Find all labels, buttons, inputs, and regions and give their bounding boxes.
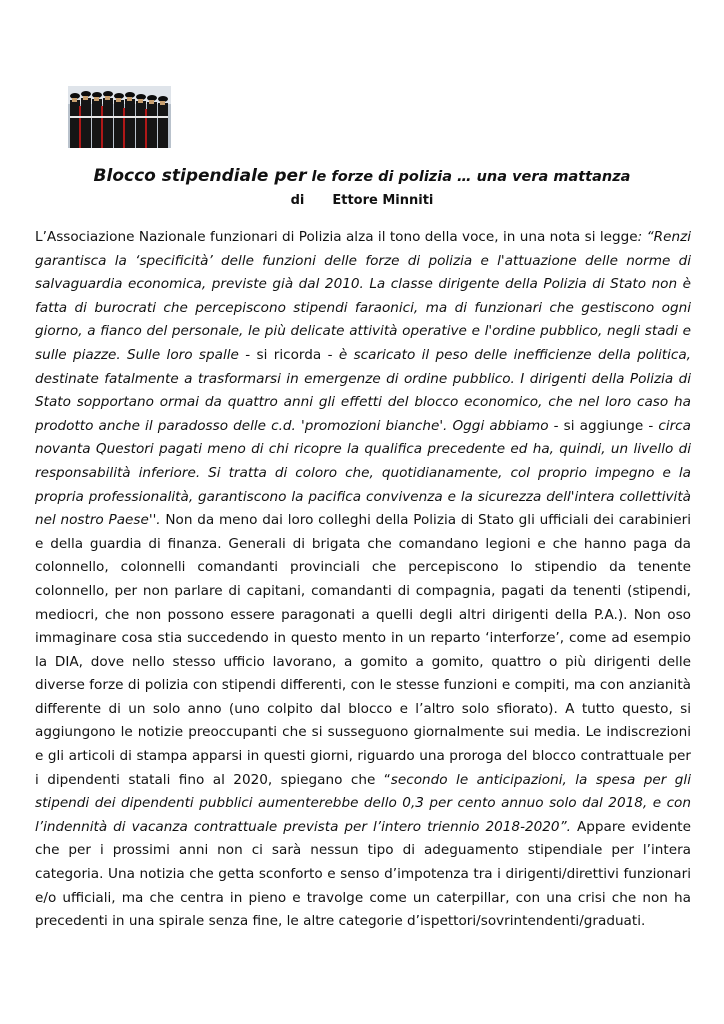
article-body: [35, 226, 691, 934]
text-segment: - si aggiunge -: [548, 417, 659, 434]
quote-segment: circa novanta Questori pagati meno di chi ricopre la qualifica precedente ed ha, quindi, un livello di responsabilità inferiore. Si tratta di coloro che, quotidianamente, col proprio impegno e la propria professionalità, garantiscono la pacifica convivenza e la sicurezza dell'intera collettività nel nostro Paese''.: [35, 417, 691, 529]
quote-segment: : “Renzi garantisca la ‘specificità’ delle funzioni delle forze di polizia e l'attuazione delle norme di salvaguardia economica, previste già dal 2010. La classe dirigente della Polizia di Stato non è fatta di burocrati che percepiscono stipendi faraonici, ma di funzionari che gestiscono ogni giorno, a fianco del personale, le più delicate attività operative e l'ordine pubblico, negli stadi e sulle piazze. Sulle loro spalle: [35, 229, 691, 363]
byline-di: di: [290, 193, 305, 208]
title-part-2: le forze di polizia … una vera mattanza: [311, 169, 631, 185]
byline: [0, 193, 724, 208]
article-title: [0, 166, 724, 186]
text-segment: Appare evidente che per i prossimi anni non ci sarà nessun tipo di adeguamento stipendiale per l’intera categoria. Una notizia che getta sconforto e senso d’impotenza tra i dirigenti/direttivi funzionari e/o ufficiali, ma che centra in pieno e travolge come un caterpillar, con una crisi che non ha precedenti in una spirale senza fine, le altre categorie d’ispettori/sovrintendenti/graduati.: [35, 818, 691, 930]
quote-segment: secondo le anticipazioni, la spesa per gli stipendi dei dipendenti pubblici aumenterebbe dello 0,3 per cento annuo solo dal 2018, e con l’indennità di vacanza contrattuale prevista per l’intero triennio 2018-2020”.: [35, 771, 691, 835]
author-name: Ettore Minniti: [332, 193, 434, 208]
quote-segment: è scaricato il peso delle inefficienze della politica, destinate fatalmente a trasformarsi in emergenze di ordine pubblico. I dirigenti della Polizia di Stato sopportano ormai da quattro anni gli effetti del blocco economico, che nel loro caso ha prodotto anche il paradosso delle c.d. 'promozioni bianche'. Oggi abbiamo: [35, 346, 691, 434]
police-officers-photo: [68, 86, 171, 148]
title-part-1: Blocco stipendiale per: [93, 166, 307, 186]
text-segment: - si ricorda -: [238, 346, 339, 363]
text-segment: Non da meno dai loro colleghi della Polizia di Stato gli ufficiali dei carabinieri e della guardia di finanza. Generali di brigata che comandano legioni e che hanno paga da colonnello, colonnelli comandanti provinciali che percepiscono lo stipendio da tenente colonnello, per non parlare di capitani, comandanti di compagnia, pagati da tenenti (stipendi, mediocri, che non possono essere paragonati a quelli degli altri dirigenti della P.A.). Non oso immaginare cosa stia succedendo in questo mento in un reparto ‘interforze’, come ad esempio la DIA, dove nello stesso ufficio lavorano, a gomito a gomito, quattro o più dirigenti delle diverse forze di polizia con stipendi differenti, con le stesse funzioni e compiti, ma con anzianità differente di un solo anno (uno colpito dal blocco e l’altro solo sfiorato). A tutto questo, si aggiungono le notizie preoccupanti che si susseguono giornalmente sui media. Le indiscrezioni e gli articoli di stampa apparsi in questi giorni, riguardo una proroga del blocco contrattuale per i dipendenti statali fino al 2020, spiegano che “: [35, 512, 691, 788]
text-segment: L’Associazione Nazionale funzionari di Polizia alza il tono della voce, in una nota si legge: [35, 229, 638, 245]
